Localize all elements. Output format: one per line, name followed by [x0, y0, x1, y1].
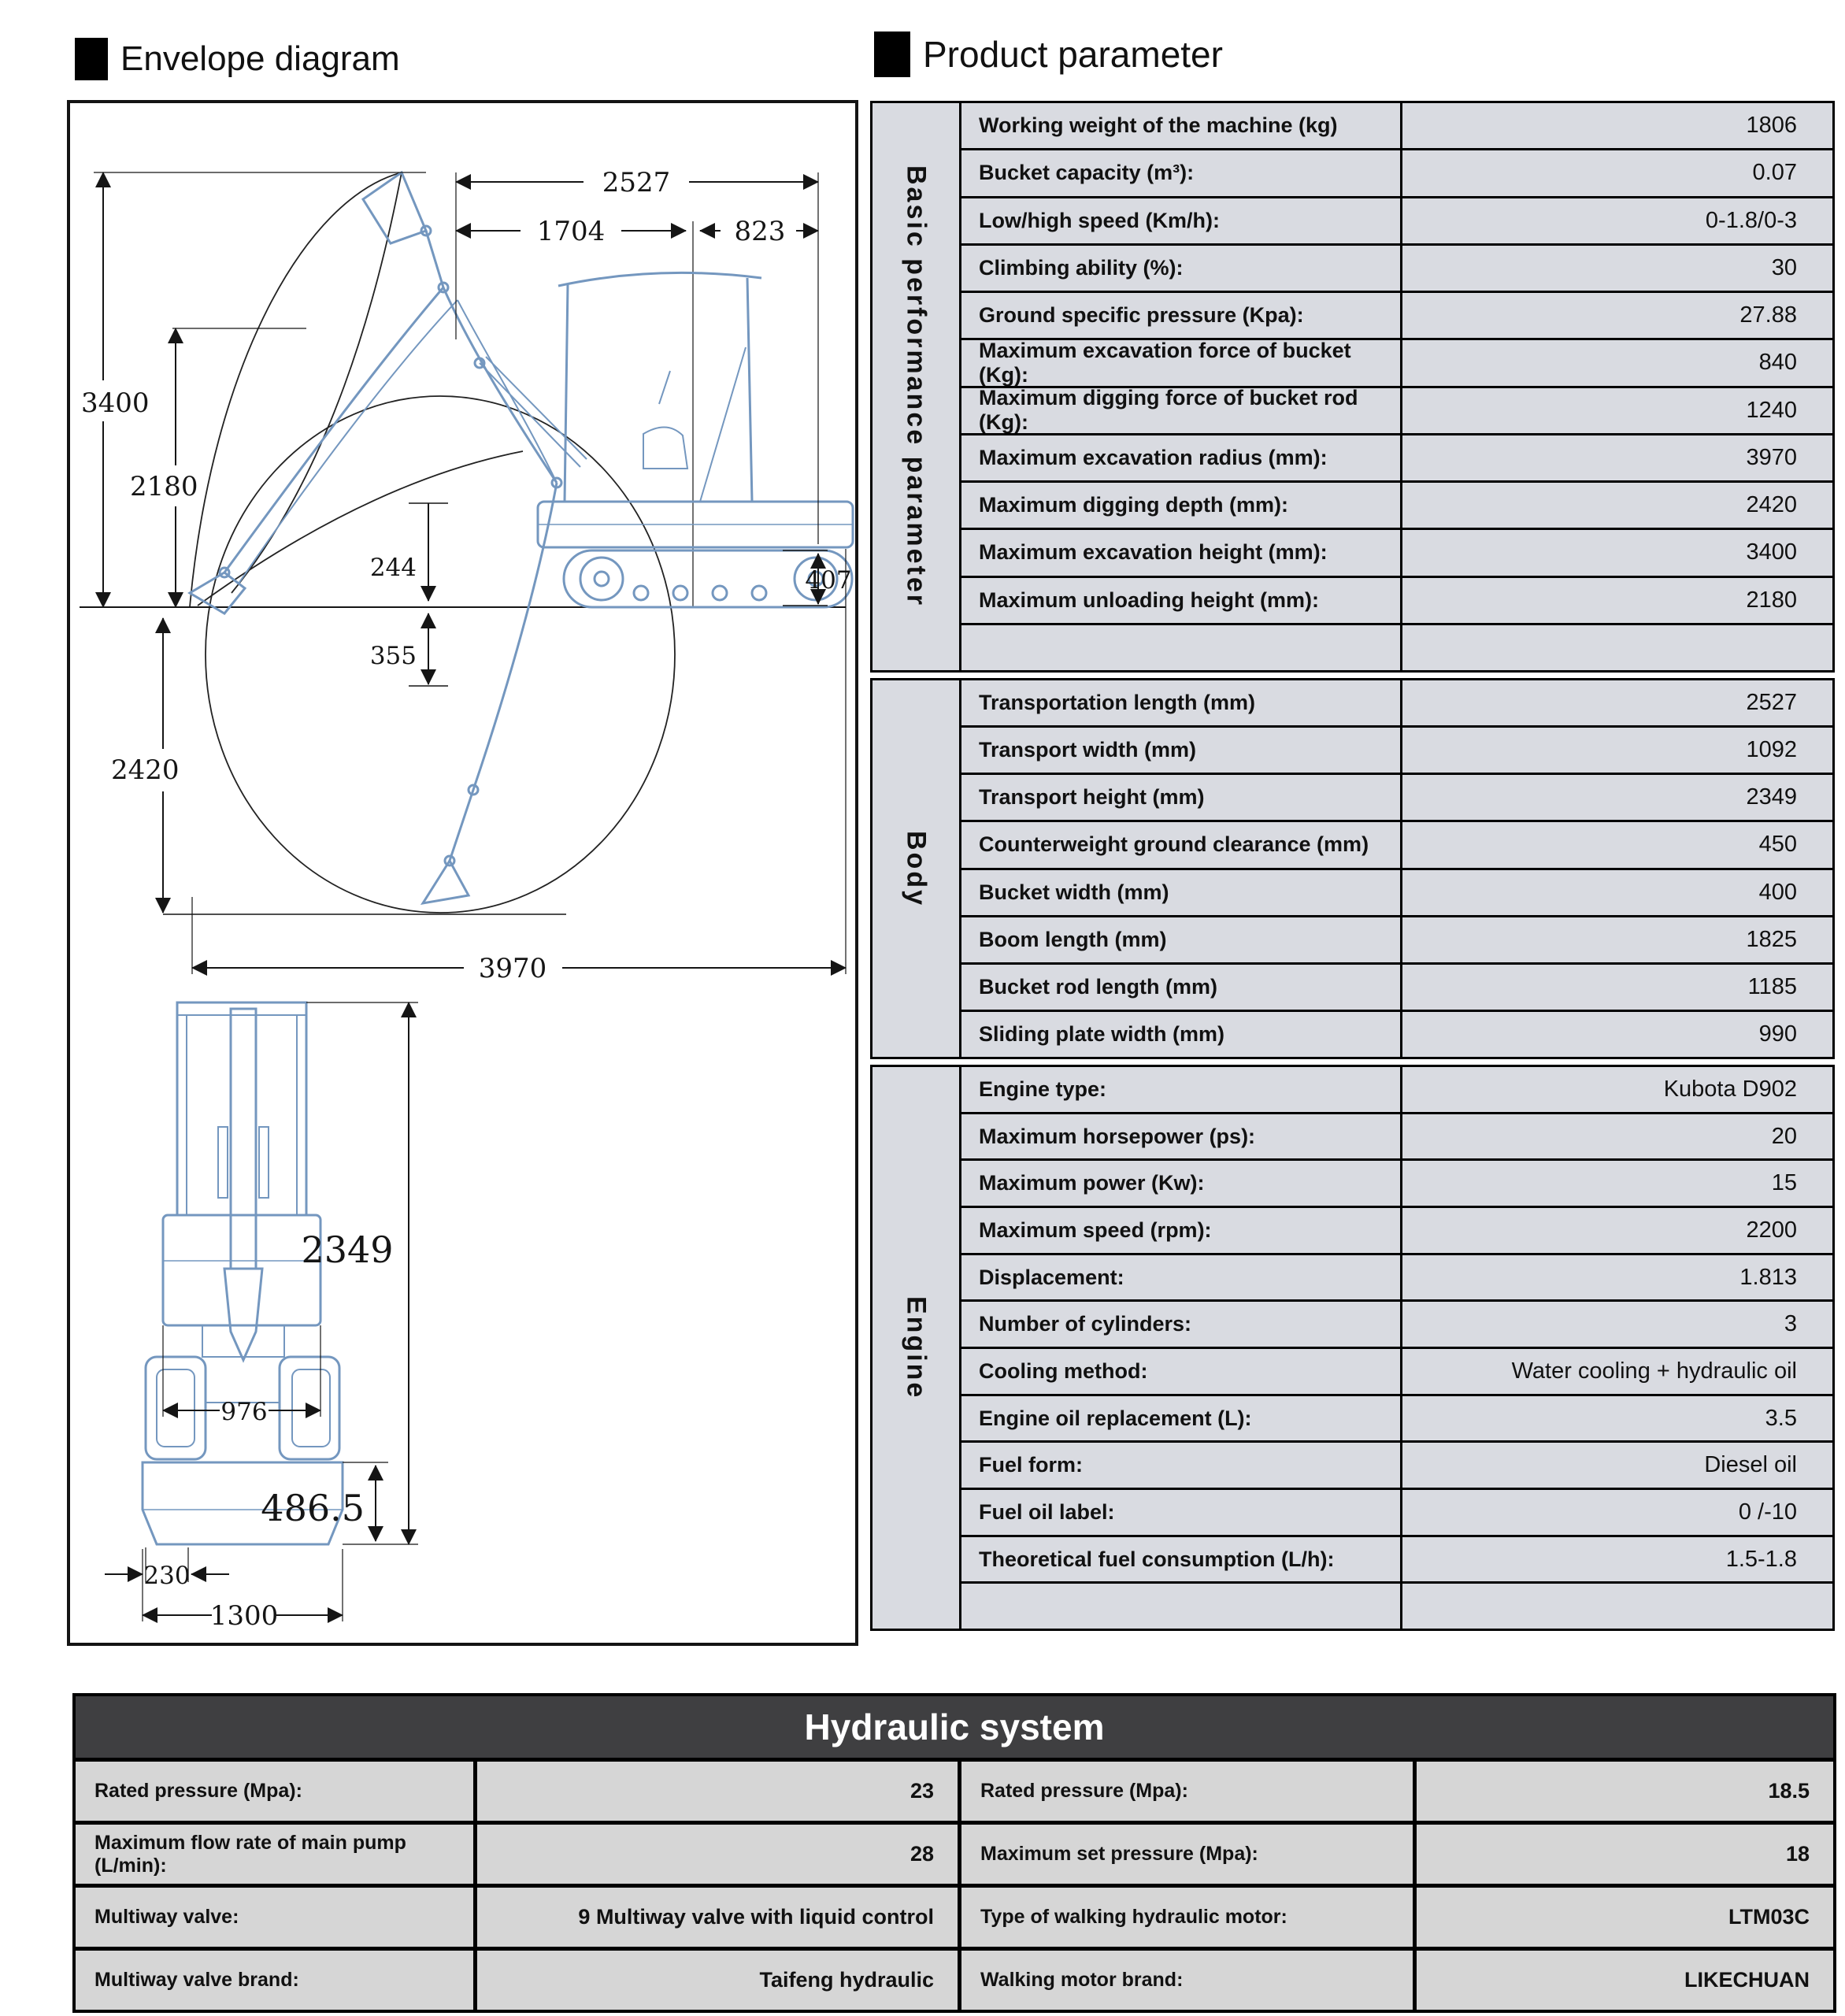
product-parameter-table — [870, 101, 1835, 1636]
param-label: Low/high speed (Km/h): — [961, 198, 1402, 243]
param-value: 2200 — [1746, 1217, 1797, 1243]
param-label: Number of cylinders: — [961, 1302, 1402, 1347]
param-value: 3 — [1784, 1311, 1797, 1337]
hydraulic-label: Multiway valve brand: — [76, 1951, 477, 2010]
param-value: Water cooling + hydraulic oil — [1511, 1358, 1797, 1384]
dim-3970-label: 3970 — [478, 953, 547, 984]
param-label: Maximum digging depth (mm): — [961, 483, 1402, 528]
table-row — [961, 868, 1832, 915]
table-row — [961, 291, 1832, 338]
section-label-text: Body — [901, 830, 932, 907]
section-label-engine — [872, 1067, 961, 1629]
param-value: 1.5-1.8 — [1725, 1546, 1797, 1572]
param-value: 1806 — [1746, 113, 1797, 139]
param-label: Displacement: — [961, 1255, 1402, 1300]
hydraulic-value: 9 Multiway valve with liquid control — [477, 1888, 961, 1947]
hydraulic-value: 18.5 — [1768, 1779, 1810, 1803]
envelope-diagram-title: Envelope diagram — [120, 39, 400, 78]
param-label: Maximum speed (rpm): — [961, 1208, 1402, 1253]
section-label-body — [872, 680, 961, 1057]
dim-1300-label: 1300 — [209, 1600, 279, 1632]
hydraulic-value: 28 — [477, 1825, 961, 1884]
param-label: Fuel oil label: — [961, 1490, 1402, 1535]
table-row — [76, 1884, 1833, 1947]
table-row — [961, 148, 1832, 195]
black-square-icon — [75, 38, 108, 80]
table-row — [961, 1535, 1832, 1582]
table-row — [961, 1253, 1832, 1300]
param-label: Bucket width (mm) — [961, 870, 1402, 915]
table-row — [961, 196, 1832, 243]
param-label: Climbing ability (%): — [961, 246, 1402, 291]
table-row — [961, 1394, 1832, 1441]
table-row — [961, 725, 1832, 773]
param-label — [961, 1584, 1402, 1629]
param-value: 0.07 — [1752, 160, 1797, 186]
hydraulic-label: Type of walking hydraulic motor: — [961, 1888, 1417, 1947]
param-label: Cooling method: — [961, 1349, 1402, 1394]
param-value: 15 — [1771, 1170, 1797, 1196]
param-label: Maximum unloading height (mm): — [961, 578, 1402, 623]
param-label — [961, 625, 1402, 670]
param-value: 1240 — [1746, 397, 1797, 423]
hydraulic-value: 18 — [1785, 1842, 1810, 1866]
param-label: Transport height (mm) — [961, 775, 1402, 820]
table-row — [961, 1206, 1832, 1253]
table-row — [961, 1347, 1832, 1394]
table-row — [76, 1947, 1833, 2010]
table-row — [961, 1112, 1832, 1159]
param-label: Bucket capacity (m³): — [961, 150, 1402, 195]
param-value: 1185 — [1747, 973, 1797, 999]
table-row — [961, 480, 1832, 528]
excavator-front-view — [143, 1002, 343, 1544]
section-label-text: Engine — [901, 1295, 932, 1400]
hydraulic-label: Multiway valve: — [76, 1888, 477, 1947]
table-row — [961, 386, 1832, 433]
dim-2527-label: 2527 — [602, 167, 671, 198]
param-label: Maximum horsepower (ps): — [961, 1114, 1402, 1159]
section-label-text: Basic performance parameter — [901, 165, 932, 608]
dim-1704-label: 1704 — [536, 216, 606, 247]
param-value: 3970 — [1746, 444, 1797, 470]
hydraulic-label: Rated pressure (Mpa): — [961, 1762, 1417, 1821]
table-row — [961, 103, 1832, 148]
section-rows — [961, 680, 1832, 1057]
param-value — [1402, 1584, 1832, 1629]
hydraulic-system-title: Hydraulic system — [76, 1696, 1833, 1758]
hydraulic-value: Taifeng hydraulic — [477, 1951, 961, 2010]
section-engine — [870, 1065, 1835, 1631]
param-label: Maximum power (Kw): — [961, 1161, 1402, 1206]
param-value: Kubota D902 — [1663, 1076, 1797, 1102]
param-label: Maximum excavation force of bucket (Kg): — [961, 340, 1402, 385]
black-square-icon — [874, 32, 910, 77]
param-value: 1825 — [1746, 926, 1797, 952]
param-label: Transport width (mm) — [961, 728, 1402, 773]
section-label-basic-performance — [872, 103, 961, 670]
param-label: Sliding plate width (mm) — [961, 1012, 1402, 1057]
table-row — [961, 1440, 1832, 1488]
param-label: Fuel form: — [961, 1443, 1402, 1488]
envelope-diagram-header — [75, 38, 400, 80]
dim-3400-label: 3400 — [81, 387, 150, 419]
table-row — [961, 1299, 1832, 1347]
dim-407-label: 407 — [805, 566, 852, 595]
hydraulic-value: LIKECHUAN — [1684, 1968, 1810, 1992]
param-value: 450 — [1758, 832, 1797, 858]
side-view-dimensions — [94, 172, 846, 974]
product-parameter-header — [874, 32, 1223, 77]
table-row — [961, 773, 1832, 820]
dim-230-label: 230 — [143, 1562, 191, 1590]
hydraulic-label: Maximum set pressure (Mpa): — [961, 1825, 1417, 1884]
table-row — [961, 528, 1832, 575]
dim-486-5-label: 486.5 — [261, 1487, 365, 1529]
table-row — [76, 1821, 1833, 1884]
table-row — [961, 338, 1832, 385]
param-value: 0 /-10 — [1738, 1499, 1797, 1525]
product-parameter-title: Product parameter — [923, 34, 1223, 75]
section-rows — [961, 103, 1832, 670]
table-row — [961, 1158, 1832, 1206]
param-value: 1.813 — [1739, 1264, 1797, 1290]
param-value: Diesel oil — [1704, 1452, 1797, 1478]
dim-976-label: 976 — [220, 1398, 268, 1426]
param-value: 2527 — [1746, 690, 1797, 716]
hydraulic-value: 23 — [477, 1762, 961, 1821]
table-row — [76, 1758, 1833, 1821]
param-label: Boom length (mm) — [961, 917, 1402, 962]
param-value: 840 — [1758, 350, 1797, 376]
excavator-envelope-drawing — [70, 103, 855, 1643]
table-row — [961, 576, 1832, 623]
table-row — [961, 623, 1832, 670]
hydraulic-system-table — [72, 1693, 1836, 2013]
param-value: 3400 — [1746, 539, 1797, 565]
param-value: 400 — [1758, 879, 1797, 905]
param-label: Working weight of the machine (kg) — [961, 103, 1402, 148]
param-label: Theoretical fuel consumption (L/h): — [961, 1537, 1402, 1582]
param-label: Transportation length (mm) — [961, 680, 1402, 725]
dim-2180-label: 2180 — [130, 471, 198, 502]
dim-355-label: 355 — [369, 642, 417, 670]
dim-2349-label: 2349 — [301, 1228, 394, 1271]
param-value: 3.5 — [1765, 1405, 1797, 1431]
dim-823-label: 823 — [734, 216, 786, 247]
hydraulic-label: Walking motor brand: — [961, 1951, 1417, 2010]
param-label: Counterweight ground clearance (mm) — [961, 822, 1402, 867]
table-row — [961, 1067, 1832, 1112]
excavator-side-view — [190, 172, 853, 903]
param-value: 30 — [1771, 254, 1797, 280]
param-value: 2180 — [1746, 587, 1797, 613]
param-label: Bucket rod length (mm) — [961, 965, 1402, 1010]
param-value: 2420 — [1746, 492, 1797, 518]
section-body — [870, 678, 1835, 1059]
dim-2420-label: 2420 — [111, 754, 180, 786]
hydraulic-label: Maximum flow rate of main pump (L/min): — [76, 1825, 477, 1884]
param-value: 990 — [1758, 1021, 1797, 1047]
table-row — [961, 243, 1832, 291]
param-label: Maximum excavation radius (mm): — [961, 435, 1402, 480]
table-row — [961, 1010, 1832, 1057]
envelope-diagram-panel — [67, 100, 858, 1646]
param-value — [1402, 625, 1832, 670]
table-row — [961, 1581, 1832, 1629]
param-label: Engine type: — [961, 1067, 1402, 1112]
param-value: 0-1.8/0-3 — [1705, 207, 1797, 233]
table-row — [961, 680, 1832, 725]
section-rows — [961, 1067, 1832, 1629]
param-value: 1092 — [1746, 737, 1797, 763]
table-row — [961, 1488, 1832, 1535]
table-row — [961, 962, 1832, 1010]
param-label: Engine oil replacement (L): — [961, 1396, 1402, 1441]
table-row — [961, 915, 1832, 962]
param-value: 27.88 — [1739, 302, 1797, 328]
section-basic-performance — [870, 101, 1835, 673]
param-label: Maximum digging force of bucket rod (Kg): — [961, 388, 1402, 433]
table-row — [961, 820, 1832, 867]
table-row — [961, 433, 1832, 480]
param-value: 2349 — [1746, 784, 1797, 810]
envelope-curves — [190, 172, 675, 913]
hydraulic-label: Rated pressure (Mpa): — [76, 1762, 477, 1821]
param-label: Maximum excavation height (mm): — [961, 530, 1402, 575]
param-label: Ground specific pressure (Kpa): — [961, 293, 1402, 338]
hydraulic-value: LTM03C — [1728, 1905, 1810, 1929]
dim-244-label: 244 — [369, 554, 417, 582]
param-value: 20 — [1771, 1123, 1797, 1149]
